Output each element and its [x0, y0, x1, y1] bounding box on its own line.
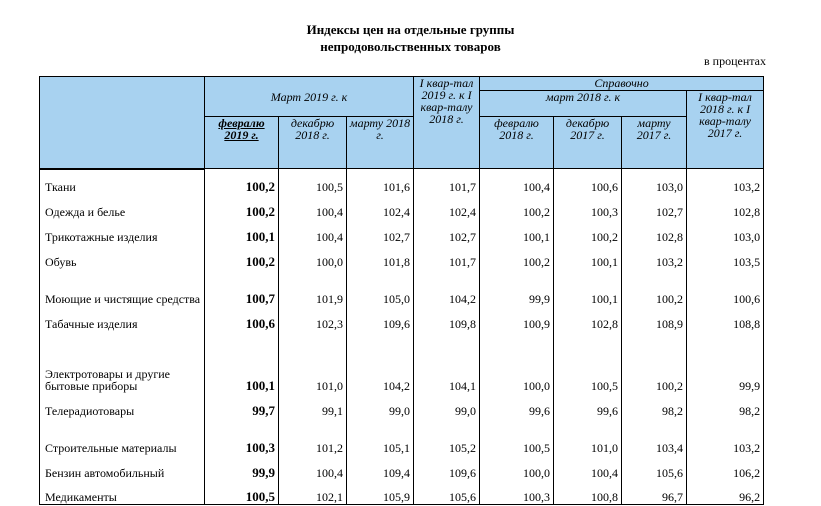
- row-value: 100,0: [279, 244, 347, 269]
- row-value: 106,2: [687, 455, 764, 480]
- row-value: 99,0: [347, 393, 414, 418]
- row-value: 102,8: [622, 219, 687, 244]
- header-reference: Справочно: [480, 77, 764, 91]
- row-value: 100,6: [554, 169, 622, 194]
- header-col-feb-2019: февралю 2019 г.: [205, 117, 279, 169]
- row-value: 100,2: [554, 219, 622, 244]
- price-index-table: [39, 76, 764, 505]
- row-value: 99,9: [205, 455, 279, 480]
- row-value: 99,0: [414, 393, 480, 418]
- row-label: Ткани: [40, 169, 205, 194]
- header-q1-2019: I квар-тал 2019 г. к I квар-талу 2018 г.: [414, 77, 480, 169]
- row-value: 109,8: [414, 306, 480, 331]
- row-value: 100,3: [480, 480, 554, 505]
- row-value: 101,0: [279, 331, 347, 393]
- row-value: 100,5: [279, 169, 347, 194]
- table-row: [40, 269, 764, 306]
- row-value: 104,2: [414, 269, 480, 306]
- row-value: 100,2: [622, 269, 687, 306]
- row-value: 100,3: [554, 194, 622, 219]
- row-value: 105,9: [347, 480, 414, 505]
- row-value: 102,7: [622, 194, 687, 219]
- row-value: 99,6: [480, 393, 554, 418]
- row-value: 100,9: [480, 306, 554, 331]
- row-value: 96,2: [687, 480, 764, 505]
- row-value: 103,2: [622, 244, 687, 269]
- row-value: 100,3: [205, 418, 279, 455]
- row-value: 104,2: [347, 331, 414, 393]
- table-row: [40, 169, 764, 194]
- row-label: Телерадиотовары: [40, 393, 205, 418]
- page-title: [0, 21, 821, 55]
- row-value: 108,9: [622, 306, 687, 331]
- row-value: 99,1: [279, 393, 347, 418]
- row-value: 100,0: [480, 331, 554, 393]
- row-value: 100,5: [205, 480, 279, 505]
- row-value: 101,7: [414, 244, 480, 269]
- row-value: 100,2: [205, 194, 279, 219]
- row-label: Бензин автомобильный: [40, 455, 205, 480]
- row-value: 99,7: [205, 393, 279, 418]
- row-label: Одежда и белье: [40, 194, 205, 219]
- table-row: [40, 393, 764, 418]
- header-col-feb-2018: февралю 2018 г.: [480, 117, 554, 169]
- header-col-dec-2018: декабрю 2018 г.: [279, 117, 347, 169]
- row-value: 102,8: [554, 306, 622, 331]
- row-value: 101,8: [347, 244, 414, 269]
- row-value: 103,2: [687, 418, 764, 455]
- row-value: 103,0: [687, 219, 764, 244]
- table-row: [40, 455, 764, 480]
- row-label: Моющие и чистящие средства: [40, 269, 205, 306]
- table-row: [40, 331, 764, 393]
- row-value: 105,2: [414, 418, 480, 455]
- row-value: 101,9: [279, 269, 347, 306]
- row-value: 100,5: [554, 331, 622, 393]
- table-row: [40, 244, 764, 269]
- table-row: [40, 194, 764, 219]
- row-value: 99,9: [687, 331, 764, 393]
- row-value: 100,2: [205, 169, 279, 194]
- row-value: 100,1: [205, 219, 279, 244]
- table-row: [40, 480, 764, 505]
- row-label: Электротовары и другие бытовые приборы: [40, 331, 205, 393]
- row-value: 98,2: [687, 393, 764, 418]
- row-value: 109,6: [414, 455, 480, 480]
- table-row: [40, 306, 764, 331]
- row-value: 100,1: [554, 269, 622, 306]
- row-label: Трикотажные изделия: [40, 219, 205, 244]
- header-col-dec-2017: декабрю 2017 г.: [554, 117, 622, 169]
- table-row: [40, 418, 764, 455]
- row-value: 109,6: [347, 306, 414, 331]
- row-value: 100,8: [554, 480, 622, 505]
- row-value: 100,0: [480, 455, 554, 480]
- row-value: 100,5: [480, 418, 554, 455]
- row-value: 102,8: [687, 194, 764, 219]
- row-value: 100,4: [279, 219, 347, 244]
- row-value: 100,2: [480, 244, 554, 269]
- row-value: 98,2: [622, 393, 687, 418]
- row-label: Табачные изделия: [40, 306, 205, 331]
- header-col-mar-2017: марту 2017 г.: [622, 117, 687, 169]
- row-label: Обувь: [40, 244, 205, 269]
- row-value: 102,1: [279, 480, 347, 505]
- row-value: 108,8: [687, 306, 764, 331]
- row-value: 99,9: [480, 269, 554, 306]
- row-value: 100,1: [480, 219, 554, 244]
- row-value: 102,7: [414, 219, 480, 244]
- row-value: 100,4: [279, 455, 347, 480]
- header-q1-2018: I квар-тал 2018 г. к I квар-талу 2017 г.: [687, 91, 764, 169]
- row-value: 104,1: [414, 331, 480, 393]
- unit-label: в процентах: [704, 54, 766, 68]
- row-label: Строительные материалы: [40, 418, 205, 455]
- row-value: 103,2: [687, 169, 764, 194]
- header-col-mar-2018: марту 2018 г.: [347, 117, 414, 169]
- header-march-2018: март 2018 г. к: [480, 91, 687, 117]
- row-value: 105,0: [347, 269, 414, 306]
- row-value: 100,1: [554, 244, 622, 269]
- row-value: 102,7: [347, 219, 414, 244]
- row-value: 100,4: [554, 455, 622, 480]
- row-value: 100,2: [622, 331, 687, 393]
- row-value: 105,1: [347, 418, 414, 455]
- row-value: 105,6: [622, 455, 687, 480]
- row-value: 100,6: [205, 306, 279, 331]
- row-value: 103,0: [622, 169, 687, 194]
- row-value: 100,2: [205, 244, 279, 269]
- row-value: 100,4: [480, 169, 554, 194]
- row-value: 100,2: [480, 194, 554, 219]
- row-value: 103,4: [622, 418, 687, 455]
- row-value: 100,7: [205, 269, 279, 306]
- title-line-1: Индексы цен на отдельные группы: [306, 22, 515, 37]
- header-march-2019: Март 2019 г. к: [205, 77, 414, 117]
- row-value: 102,4: [347, 194, 414, 219]
- row-value: 101,0: [554, 418, 622, 455]
- row-value: 102,4: [414, 194, 480, 219]
- table-row: [40, 219, 764, 244]
- row-value: 101,6: [347, 169, 414, 194]
- row-value: 103,5: [687, 244, 764, 269]
- row-value: 101,7: [414, 169, 480, 194]
- row-value: 102,3: [279, 306, 347, 331]
- row-value: 109,4: [347, 455, 414, 480]
- row-value: 100,1: [205, 331, 279, 393]
- row-value: 100,6: [687, 269, 764, 306]
- header-corner: [40, 77, 205, 169]
- row-value: 99,6: [554, 393, 622, 418]
- row-value: 105,6: [414, 480, 480, 505]
- title-line-2: непродовольственных товаров: [320, 39, 501, 54]
- row-value: 100,4: [279, 194, 347, 219]
- row-label: Медикаменты: [40, 480, 205, 505]
- row-value: 96,7: [622, 480, 687, 505]
- row-value: 101,2: [279, 418, 347, 455]
